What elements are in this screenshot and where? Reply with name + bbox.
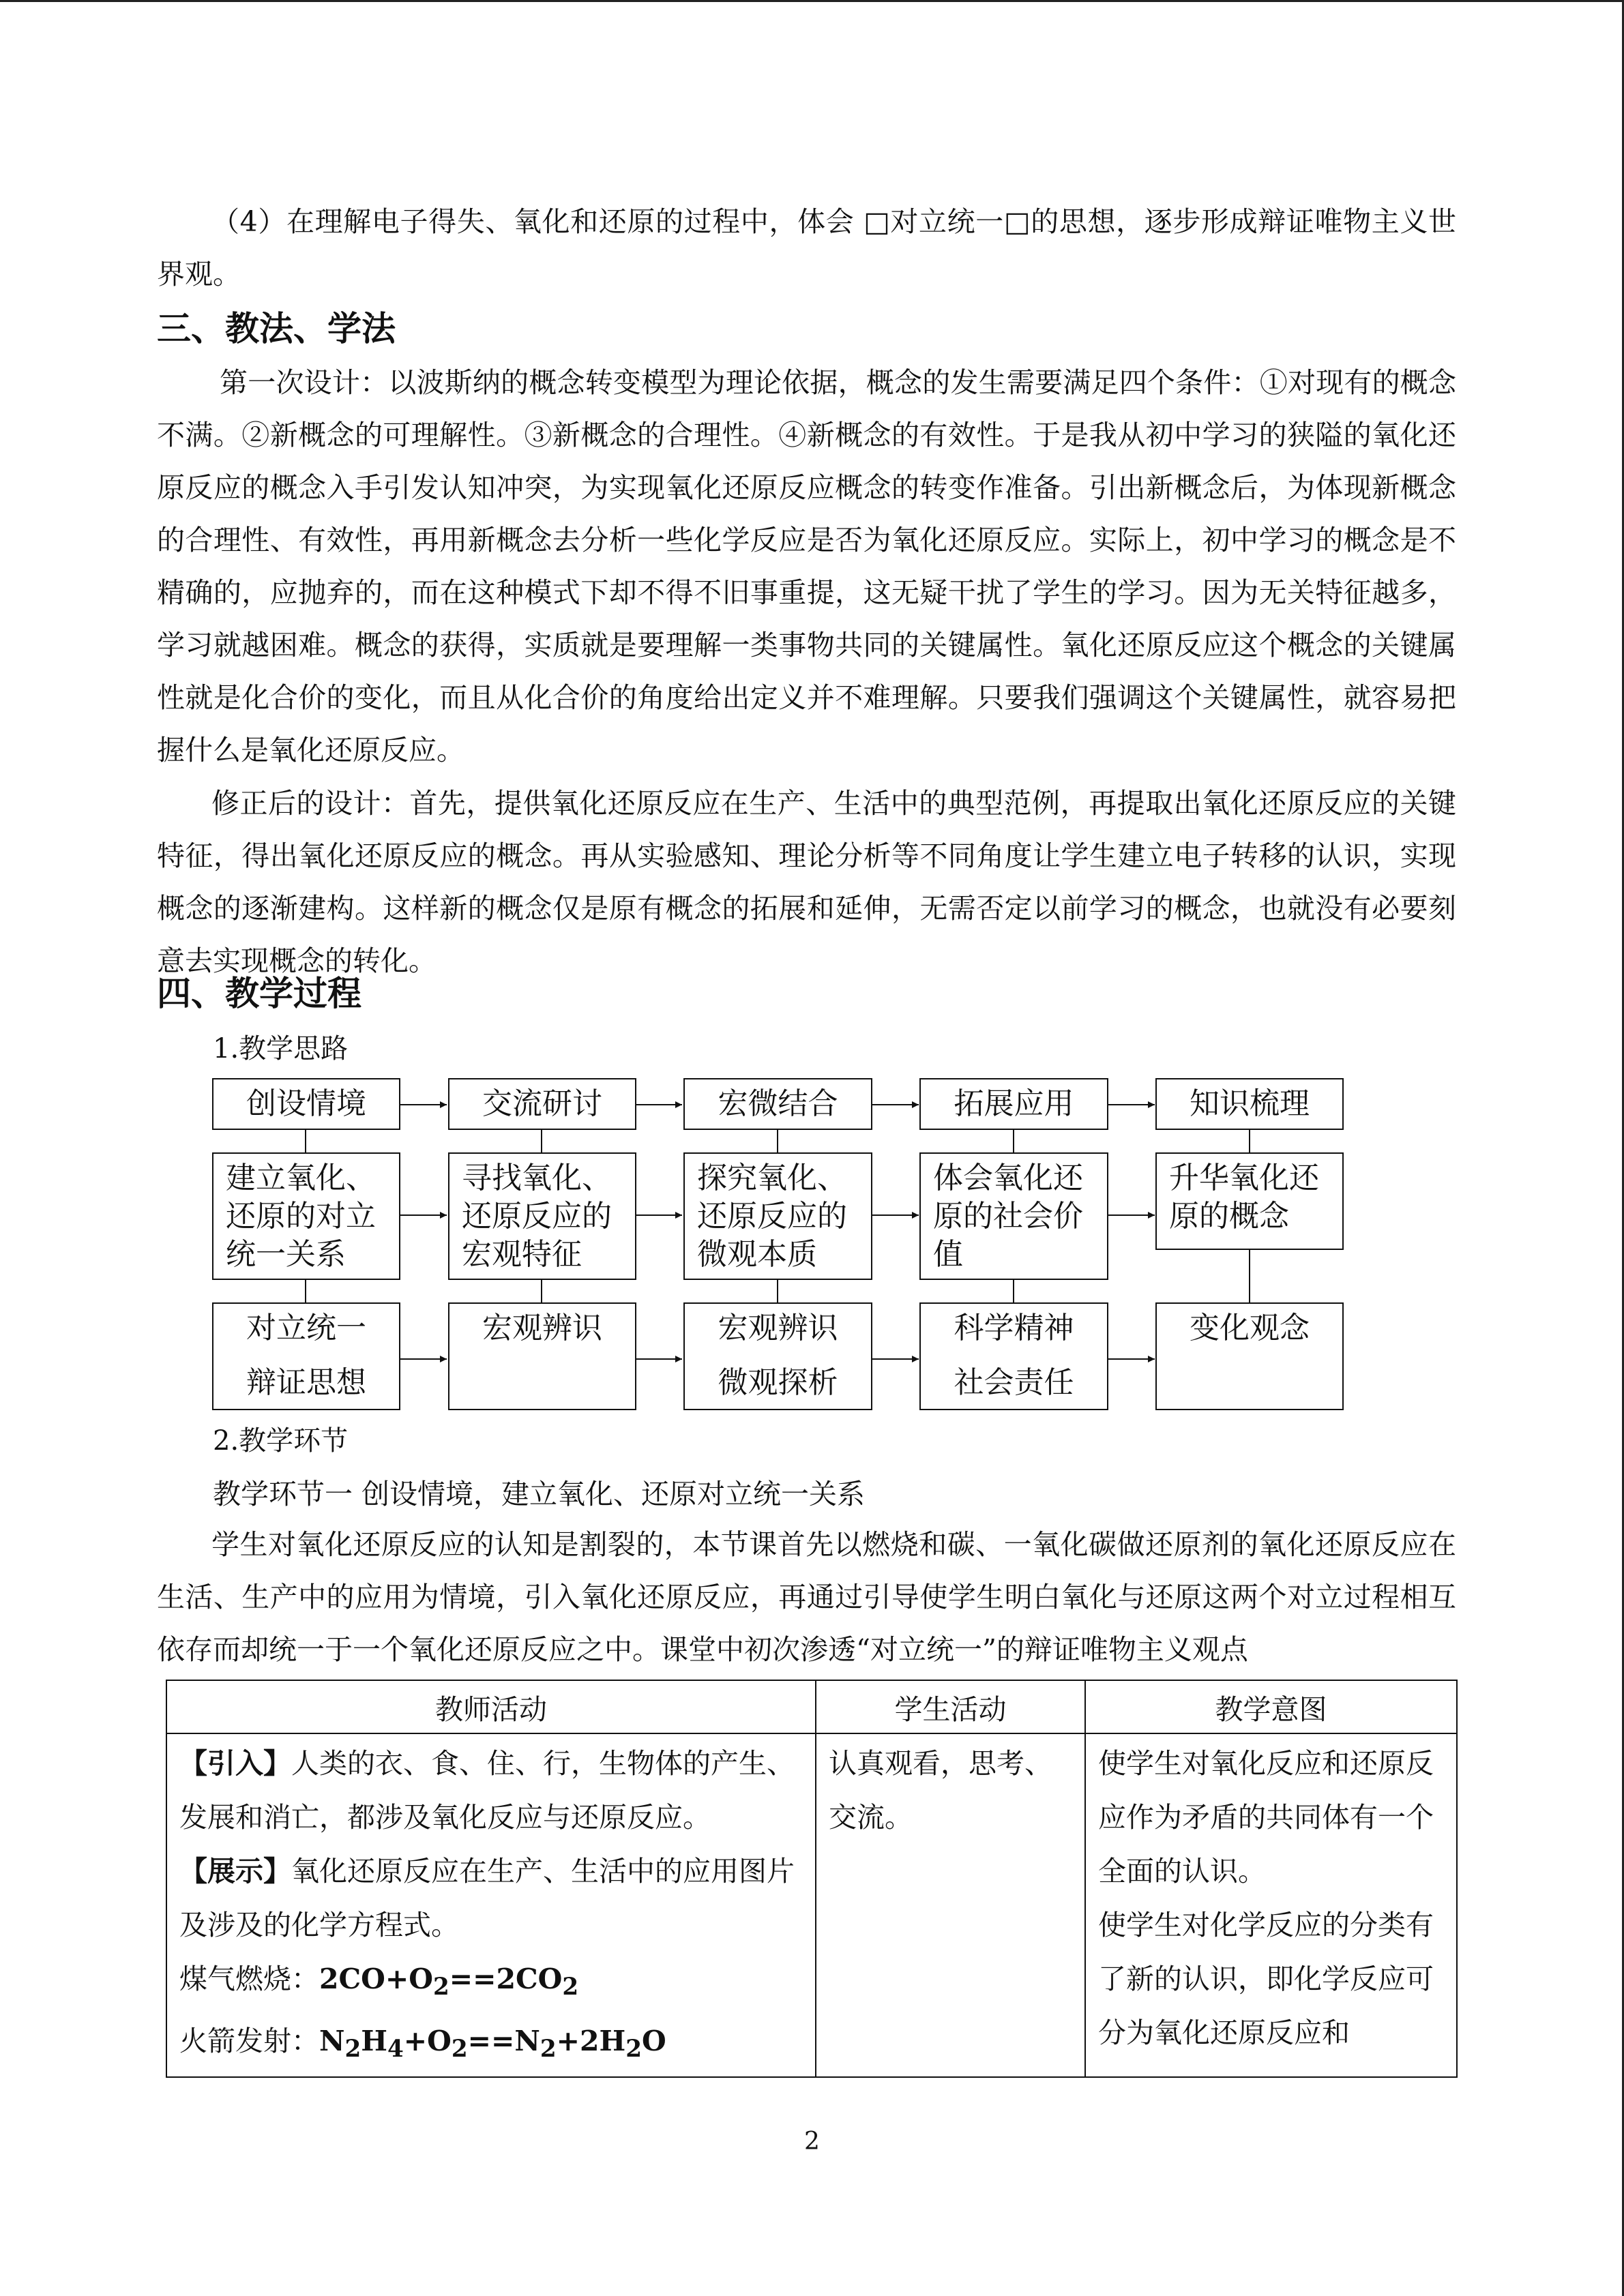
intent-text-2: 使学生对化学反应的分类有了新的认识，即化学反应可分为氧化还原反应和 bbox=[1098, 1909, 1434, 2049]
section-4-heading: 四、教学过程 bbox=[157, 973, 361, 1013]
show-tag: 【展示】 bbox=[179, 1855, 291, 1888]
flow-step-4-label: 拓展应用 bbox=[954, 1086, 1074, 1121]
header-student-activity: 学生活动 bbox=[816, 1680, 1085, 1733]
flow-literacy-5-box bbox=[1155, 1302, 1344, 1410]
flow-literacy-1-line2: 辩证思想 bbox=[246, 1365, 366, 1400]
flow-goal-4-text: 体会氧化还原的社会价值 bbox=[933, 1161, 1083, 1272]
flow-goal-2-text: 寻找氧化、还原反应的宏观特征 bbox=[462, 1161, 612, 1272]
flow-goal-2-box bbox=[448, 1152, 636, 1280]
link-1-paragraph: 学生对氧化还原反应的认知是割裂的，本节课首先以燃烧和碳、一氧化碳做还原剂的氧化还原反应在生活、生产中的应用为情境，引入氧化还原反应，再通过引导使学生明白氧化与还原这两个对立过程相互依存而却统一于一个氧化还原反应之中。课堂中初次渗透“对立统一”的辩证唯物主义观点 bbox=[157, 1528, 1456, 1666]
revised-design-paragraph: 修正后的设计：首先，提供氧化还原反应在生产、生活中的典型范例，再提取出氧化还原反应的关键特征，得出氧化还原反应的概念。再从实验感知、理论分析等不同角度让学生建立电子转移的认识，实现概念的逐渐建构。这样新的概念仅是原有概念的拓展和延伸，无需否定以前学习的概念，也就没有必要刻意去实现概念的转化。 bbox=[157, 787, 1456, 977]
equation-1-label: 煤气燃烧： bbox=[179, 1963, 319, 1995]
flow-goal-1-text: 建立氧化、还原的对立统一关系 bbox=[226, 1161, 376, 1272]
show-text: 氧化还原反应在生产、生活中的应用图片及涉及的化学方程式。 bbox=[179, 1855, 795, 1941]
flow-goal-3-box bbox=[683, 1152, 872, 1280]
flow-step-1-label: 创设情境 bbox=[246, 1086, 366, 1121]
flow-literacy-1-line1: 对立统一 bbox=[246, 1311, 366, 1345]
flow-goal-4-box bbox=[919, 1152, 1108, 1280]
teacher-activity-cell bbox=[166, 1733, 816, 2077]
teaching-activity-table bbox=[166, 1680, 1458, 2078]
flow-step-5-box bbox=[1155, 1078, 1344, 1130]
intro-line bbox=[179, 1737, 803, 1845]
flow-literacy-5-line1: 变化观念 bbox=[1190, 1311, 1310, 1345]
intro-tag: 【引入】 bbox=[179, 1747, 291, 1780]
section-3-heading: 三、教法、学法 bbox=[157, 308, 396, 348]
flow-literacy-4-line1: 科学精神 bbox=[954, 1311, 1074, 1345]
page-number: 2 bbox=[804, 2128, 820, 2156]
flow-goal-3-text: 探究氧化、还原反应的微观本质 bbox=[697, 1161, 847, 1272]
flow-goal-1-box bbox=[212, 1152, 400, 1280]
table-header-row bbox=[166, 1680, 1457, 1733]
flow-step-2-box bbox=[448, 1078, 636, 1130]
flow-step-4-box bbox=[919, 1078, 1108, 1130]
flow-step-3-label: 宏微结合 bbox=[718, 1086, 838, 1121]
show-line bbox=[179, 1845, 803, 1952]
first-design-paragraph: 第一次设计：以波斯纳的概念转变模型为理论依据，概念的发生需要满足四个条件：①对现有的概念不满。②新概念的可理解性。③新概念的合理性。④新概念的有效性。于是我从初中学习的狭隘的氧化还原反应的概念入手引发认知冲突，为实现氧化还原反应概念的转变作准备。引出新概念后，为体现新概念的合理性、有效性，再用新概念去分析一些化学反应是否为氧化还原反应。实际上，初中学习的概念是不精确的，应抛弃的，而在这种模式下却不得不旧事重提，这无疑干扰了学生的学习。因为无关特征越多，学习就越困难。概念的获得，实质就是要理解一类事物共同的关键属性。氧化还原反应这个概念的关键属性就是化合价的变化，而且从化合价的角度给出定义并不难理解。只要我们强调这个关键属性，就容易把握什么是氧化还原反应。 bbox=[157, 366, 1456, 766]
intro-text: 人类的衣、食、住、行，生物体的产生、发展和消亡，都涉及氧化反应与还原反应。 bbox=[179, 1747, 795, 1834]
student-activity-cell bbox=[816, 1733, 1085, 2077]
flow-literacy-4-line2: 社会责任 bbox=[954, 1365, 1074, 1400]
teaching-links-subheading: 2.教学环节 bbox=[213, 1425, 349, 1457]
flow-literacy-2-box bbox=[448, 1302, 636, 1410]
flow-literacy-4-box bbox=[919, 1302, 1108, 1410]
flow-goal-5-text: 升华氧化还原的概念 bbox=[1169, 1161, 1319, 1234]
equation-1-line bbox=[179, 1952, 803, 2014]
flow-step-1-box bbox=[212, 1078, 400, 1130]
equation-2: $N_2H_4+O_2==N_2+2H_2O$ bbox=[319, 2025, 666, 2063]
intent-text-1: 使学生对氧化反应和还原反应作为矛盾的共同体有一个全面的认识。 bbox=[1098, 1747, 1434, 1888]
flow-literacy-3-line2: 微观探析 bbox=[718, 1365, 838, 1400]
flow-literacy-3-line1: 宏观辨识 bbox=[718, 1311, 838, 1345]
flow-literacy-1-box bbox=[212, 1302, 400, 1410]
equation-2-line bbox=[179, 2014, 803, 2076]
header-teaching-intent: 教学意图 bbox=[1085, 1680, 1457, 1733]
flow-step-5-label: 知识梳理 bbox=[1190, 1086, 1310, 1121]
table-row bbox=[166, 1733, 1457, 2077]
flow-step-2-label: 交流研讨 bbox=[482, 1086, 602, 1121]
header-teacher-activity: 教师活动 bbox=[166, 1680, 816, 1733]
flow-goal-5-box bbox=[1155, 1152, 1344, 1250]
flow-step-3-box bbox=[683, 1078, 872, 1130]
student-activity-text: 认真观看，思考、交流。 bbox=[829, 1747, 1052, 1834]
teaching-intent-cell bbox=[1085, 1733, 1457, 2077]
equation-1: $2CO+O_2==2CO_2$ bbox=[319, 1963, 579, 2001]
teaching-idea-subheading: 1.教学思路 bbox=[213, 1033, 349, 1064]
objective-4-paragraph: （4）在理解电子得失、氧化和还原的过程中，体会 □对立统一□的思想，逐步形成辩证唯物主义世界观。 bbox=[157, 205, 1456, 290]
flow-literacy-2-line1: 宏观辨识 bbox=[482, 1311, 602, 1345]
equation-2-label: 火箭发射： bbox=[179, 2025, 319, 2058]
flow-literacy-3-box bbox=[683, 1302, 872, 1410]
link-1-title: 教学环节一 创设情境，建立氧化、还原对立统一关系 bbox=[213, 1478, 866, 1510]
